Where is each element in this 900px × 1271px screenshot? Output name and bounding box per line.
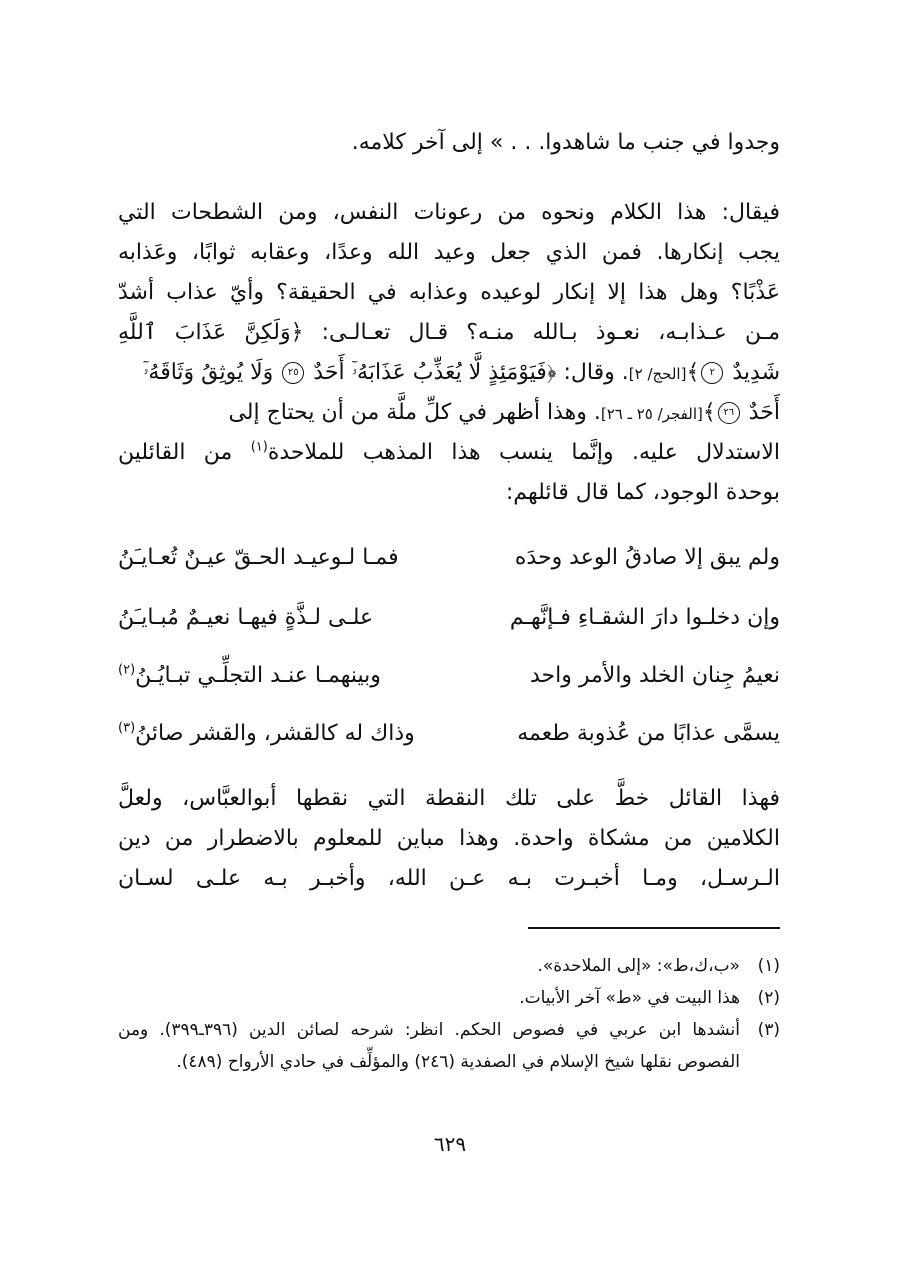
verse-first-hemistich: ولم يبق إلا صادقُ الوعد وحدَه bbox=[514, 545, 780, 570]
footnote-text: أنشدها ابن عربي في فصوص الحكم. انظر: شرحه لصائن الدين (٣٩٦ـ٣٩٩). ومن الفصوص نقلها شيخ الإسلام في الصفدية (٢٤٦) والمؤلِّف في حادي الأرواح (٤٨٩). bbox=[118, 1020, 741, 1072]
paragraph-line: فيقال: هذا الكلام ونحوه من رعونات النفس، ومن الشطحات التي bbox=[118, 200, 780, 225]
footnote-ref: (٣) bbox=[118, 720, 136, 736]
verse-first-hemistich: نعيمُ جِنان الخلد والأمر واحد bbox=[529, 663, 780, 688]
quran-text: ﴿فَيَوْمَئِذٍ لَّا يُعَذِّبُ عَذَابَهُۥٓ أَحَدٌ bbox=[313, 360, 557, 385]
footnote bbox=[118, 1014, 780, 1078]
verse-second-hemistich: علـى لـذَّةٍ فيهـا نعيـمٌ مُبـايـَنُ bbox=[118, 605, 374, 630]
footnote-text: «ب،ك،ط»: «إلى الملاحدة». bbox=[537, 956, 740, 976]
aya-number-mark: ٢٦ bbox=[718, 402, 740, 424]
poem-verse bbox=[118, 598, 780, 638]
aya-number-mark: ٢٥ bbox=[282, 362, 304, 384]
footnote-ref: (١) bbox=[250, 439, 268, 455]
poem-verse bbox=[118, 714, 780, 754]
paragraph-text: من القائلين bbox=[118, 440, 251, 465]
footnote-number: (١) bbox=[757, 956, 780, 976]
footnote-text: هذا البيت في «ط» آخر الأبيات. bbox=[519, 988, 740, 1008]
paragraph-text: . وهذا أظهر في كلِّ ملَّة من أن يحتاج إلى bbox=[228, 400, 601, 425]
verse-second-hemistich: وبينهمـا عنـد التجلِّـي تبـايُـنُ$^{(٢)}$ bbox=[118, 662, 381, 688]
paragraph-line-quran: أَحَدٌ ٢٦﴾[الفجر/ ٢٥ ـ ٢٦]. وهذا أظهر في كلِّ ملَّة من أن يحتاج إلى bbox=[228, 400, 780, 425]
quran-reference: [الفجر/ ٢٥ ـ ٢٦] bbox=[600, 405, 703, 423]
verse-first-hemistich: يسمَّى عذابًا من عُذوبة طعمه bbox=[517, 721, 780, 746]
quran-text: أَحَدٌ bbox=[748, 400, 780, 425]
footnote bbox=[118, 982, 780, 1014]
footnote-separator bbox=[528, 927, 780, 929]
paragraph-line: الـرسـل، ومـا أخبـرت بـه عـن الله، وأخبـر بـه علـى لسـان bbox=[118, 866, 780, 891]
continuation-line: وجدوا في جنب ما شاهدوا. . . » إلى آخر كلامه. bbox=[351, 130, 780, 155]
connector-text: . وقال: bbox=[556, 360, 629, 385]
paragraph-line-quran: شَدِيدٌ ٢﴾[الحج/ ٢]. وقال: ﴿فَيَوْمَئِذٍ لَّا يُعَذِّبُ عَذَابَهُۥٓ أَحَدٌ ٢٥ وَلَا يُوثِقُ وَثَاقَهُۥٓ bbox=[142, 360, 780, 385]
verse-first-hemistich: وإن دخلـوا دارَ الشقـاءِ فـإنَّهـم bbox=[509, 605, 780, 630]
paragraph-line: مـن عـذابـه، نعـوذ بـالله منـه؟ قـال تعـالـى: ﴿وَلَكِنَّ عَذَابَ ٱللَّهِ bbox=[118, 320, 780, 345]
quran-reference: [الحج/ ٢] bbox=[628, 365, 687, 383]
paragraph-line: يجب إنكارها. فمن الذي جعل وعيد الله وعدًا، وعقابه ثوابًا، وعَذابه bbox=[118, 240, 780, 265]
footnote-ref: (٢) bbox=[118, 662, 136, 678]
paragraph-line: بوحدة الوجود، كما قال قائلهم: bbox=[505, 480, 780, 505]
verse-second-hemistich: فمـا لـوعيـد الحـقّ عيـنٌ تُعـايـَنُ bbox=[118, 545, 399, 570]
footnote-number: (٣) bbox=[757, 1020, 780, 1040]
paragraph-text: الاستدلال عليه. وإنَّما ينسب هذا المذهب للملاحدة bbox=[267, 440, 780, 465]
footnote bbox=[118, 950, 780, 982]
poem-verse bbox=[118, 656, 780, 696]
poem-verse bbox=[118, 538, 780, 578]
paragraph-line: عَذْبًا؟ وهل هذا إلا إنكار لوعيده وعذابه في الحقيقة؟ وأيّ عذاب أشدّ bbox=[118, 280, 780, 305]
paragraph-line: الكلامين من مشكاة واحدة. وهذا مباين للمعلوم بالاضطرار من دين bbox=[118, 826, 780, 851]
paragraph-line bbox=[118, 433, 780, 473]
aya-number-mark: ٢ bbox=[701, 362, 723, 384]
page-number: ٦٢٩ bbox=[433, 1132, 467, 1156]
quran-text: شَدِيدٌ bbox=[732, 360, 780, 385]
footnote-number: (٢) bbox=[757, 988, 780, 1008]
paragraph-line: فهذا القائل خطَّ على تلك النقطة التي نقطها أبوالعبَّاس، ولعلَّ bbox=[118, 786, 780, 811]
quran-text: وَلَا يُوثِقُ وَثَاقَهُۥٓ bbox=[142, 360, 274, 385]
verse-second-hemistich: وذاك له كالقشر، والقشر صائنُ$^{(٣)}$ bbox=[118, 720, 415, 746]
